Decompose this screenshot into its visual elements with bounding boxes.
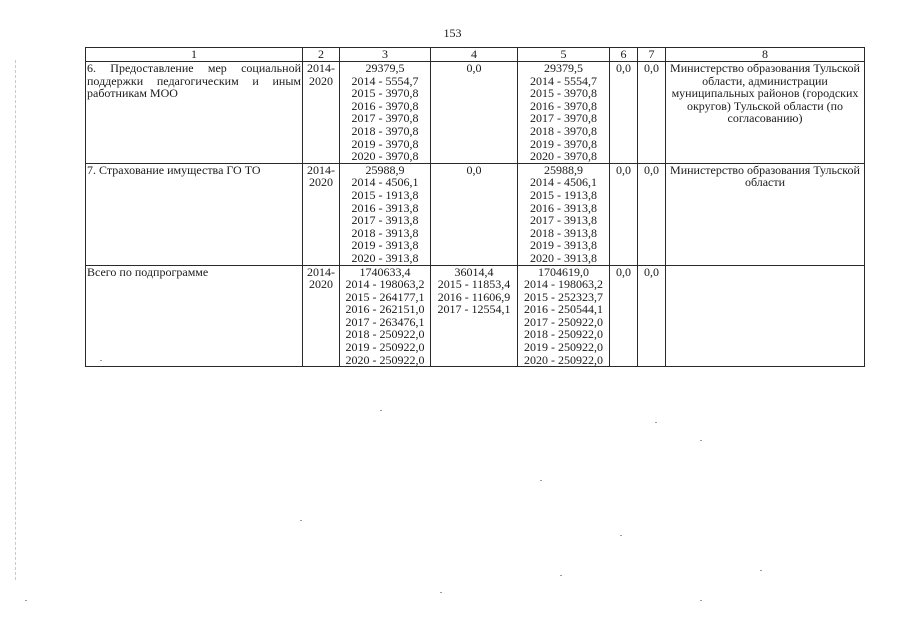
funding-line: 2020 - 3970,8	[530, 149, 597, 164]
funding-line: 2017 - 263476,1	[345, 314, 425, 329]
header-row	[86, 48, 865, 62]
funding-line: 2014 - 198063,2	[524, 277, 603, 292]
funding-line: 2018 - 250922,0	[345, 327, 425, 342]
funding-line: 1704619,0	[538, 264, 589, 279]
executor-cell: Министерство образования Тульской области, администрации муниципальных районов (городских округов) Тульской области (по согласованию)	[666, 62, 865, 164]
extra-funding-cell: 0,0	[638, 62, 666, 164]
funding-line: 0,0	[466, 162, 482, 177]
header-col-6: 6	[610, 48, 638, 62]
header-col-1: 1	[86, 48, 303, 62]
header-col-7: 7	[638, 48, 666, 62]
federal-funding-cell	[431, 163, 518, 265]
scan-speck	[760, 570, 762, 571]
funding-line: 2016 - 250544,1	[524, 302, 603, 317]
funding-line: 2015 - 11853,4	[437, 277, 511, 292]
event-name-cell: 6. Предоставление мер социальной поддержки педагогическим и иным работникам МОО	[86, 62, 303, 164]
scan-speck	[25, 600, 27, 601]
funding-line: 0,0	[466, 61, 482, 75]
funding-line: 2014 - 5554,7	[530, 73, 597, 88]
funding-line: 36014,4	[454, 264, 494, 279]
funding-line: 2018 - 250922,0	[524, 327, 603, 342]
funding-line: 2018 - 3970,8	[351, 123, 419, 138]
funding-line: 2019 - 3970,8	[351, 136, 419, 151]
funding-line: 2016 - 262151,0	[345, 302, 425, 317]
table-body	[86, 62, 865, 367]
regional-funding-cell	[518, 163, 610, 265]
extra-funding-cell: 0,0	[638, 265, 666, 367]
funding-line: 2018 - 3913,8	[351, 225, 419, 240]
total-funding-cell	[340, 265, 431, 367]
table-row	[86, 62, 865, 164]
scan-speck	[380, 410, 382, 411]
funding-line: 2020 - 3913,8	[530, 250, 597, 265]
scan-edge-line	[15, 60, 16, 580]
funding-line: 2015 - 3970,8	[530, 86, 597, 101]
scan-speck	[700, 600, 702, 601]
header-col-8: 8	[666, 48, 865, 62]
executor-cell	[666, 265, 865, 367]
funding-line: 2019 - 3913,8	[530, 238, 597, 253]
funding-line: 2016 - 3913,8	[351, 200, 419, 215]
subprogram-table	[85, 47, 865, 367]
funding-line: 29379,5	[544, 61, 583, 75]
funding-line: 29379,5	[365, 61, 405, 75]
funding-line: 2015 - 1913,8	[351, 187, 419, 202]
funding-line: 2014 - 4506,1	[351, 175, 419, 190]
scan-speck	[540, 480, 542, 481]
funding-line: 2019 - 3913,8	[351, 238, 419, 253]
years-line: 2014-	[307, 162, 335, 177]
years-line: 2014-	[307, 264, 335, 279]
header-col-4: 4	[431, 48, 518, 62]
years-line: 2020	[309, 277, 333, 292]
event-name-cell: 7. Страхование имущества ГО ТО	[86, 163, 303, 265]
years-cell	[303, 62, 340, 164]
funding-line: 2019 - 250922,0	[524, 340, 603, 355]
table-row	[86, 265, 865, 367]
funding-line: 2018 - 3913,8	[530, 225, 597, 240]
regional-funding-cell	[518, 265, 610, 367]
funding-line: 2019 - 3970,8	[530, 136, 597, 151]
scan-speck	[100, 360, 102, 361]
event-name-cell: Всего по подпрограмме	[86, 265, 303, 367]
scan-speck	[440, 592, 442, 593]
funding-line: 2020 - 3913,8	[351, 250, 419, 265]
years-cell	[303, 163, 340, 265]
funding-line: 2014 - 4506,1	[530, 175, 597, 190]
funding-line: 2017 - 3970,8	[530, 111, 597, 126]
total-funding-cell	[340, 62, 431, 164]
funding-line: 1740633,4	[359, 264, 411, 279]
years-line: 2020	[309, 73, 333, 88]
funding-line: 2015 - 3970,8	[351, 86, 419, 101]
funding-line: 2017 - 3913,8	[351, 213, 419, 228]
page-number: 153	[443, 26, 462, 40]
funding-line: 2015 - 1913,8	[530, 187, 597, 202]
funding-line: 2019 - 250922,0	[345, 340, 425, 355]
extra-funding-cell: 0,0	[638, 163, 666, 265]
funding-line: 2020 - 250922,0	[345, 352, 425, 367]
funding-line: 2015 - 264177,1	[345, 289, 425, 304]
total-funding-cell	[340, 163, 431, 265]
scan-speck	[620, 535, 622, 536]
regional-funding-cell	[518, 62, 610, 164]
scan-speck	[655, 422, 657, 423]
funding-line: 2017 - 12554,1	[437, 302, 511, 317]
funding-line: 2016 - 3970,8	[351, 98, 419, 113]
scan-speck	[700, 440, 702, 441]
years-cell	[303, 265, 340, 367]
table-row	[86, 163, 865, 265]
funding-line: 25988,9	[544, 162, 583, 177]
scan-speck	[300, 520, 302, 521]
funding-line: 2016 - 11606,9	[437, 289, 511, 304]
local-funding-cell: 0,0	[610, 62, 638, 164]
years-line: 2014-	[307, 61, 335, 75]
funding-line: 2020 - 3970,8	[351, 149, 419, 164]
local-funding-cell: 0,0	[610, 265, 638, 367]
funding-line: 2018 - 3970,8	[530, 123, 597, 138]
funding-line: 2014 - 198063,2	[345, 277, 425, 292]
funding-line: 2016 - 3913,8	[530, 200, 597, 215]
header-col-3: 3	[340, 48, 431, 62]
funding-line: 2020 - 250922,0	[524, 352, 603, 367]
funding-line: 2016 - 3970,8	[530, 98, 597, 113]
executor-cell: Министерство образования Тульской области	[666, 163, 865, 265]
local-funding-cell: 0,0	[610, 163, 638, 265]
funding-line: 2015 - 252323,7	[524, 289, 603, 304]
header-col-2: 2	[303, 48, 340, 62]
funding-line: 2017 - 3913,8	[530, 213, 597, 228]
federal-funding-cell	[431, 62, 518, 164]
scan-speck	[560, 575, 562, 576]
funding-line: 2014 - 5554,7	[351, 73, 419, 88]
federal-funding-cell	[431, 265, 518, 367]
header-col-5: 5	[518, 48, 610, 62]
funding-line: 2017 - 3970,8	[351, 111, 419, 126]
funding-line: 25988,9	[365, 162, 405, 177]
years-line: 2020	[309, 175, 333, 190]
funding-line: 2017 - 250922,0	[524, 314, 603, 329]
